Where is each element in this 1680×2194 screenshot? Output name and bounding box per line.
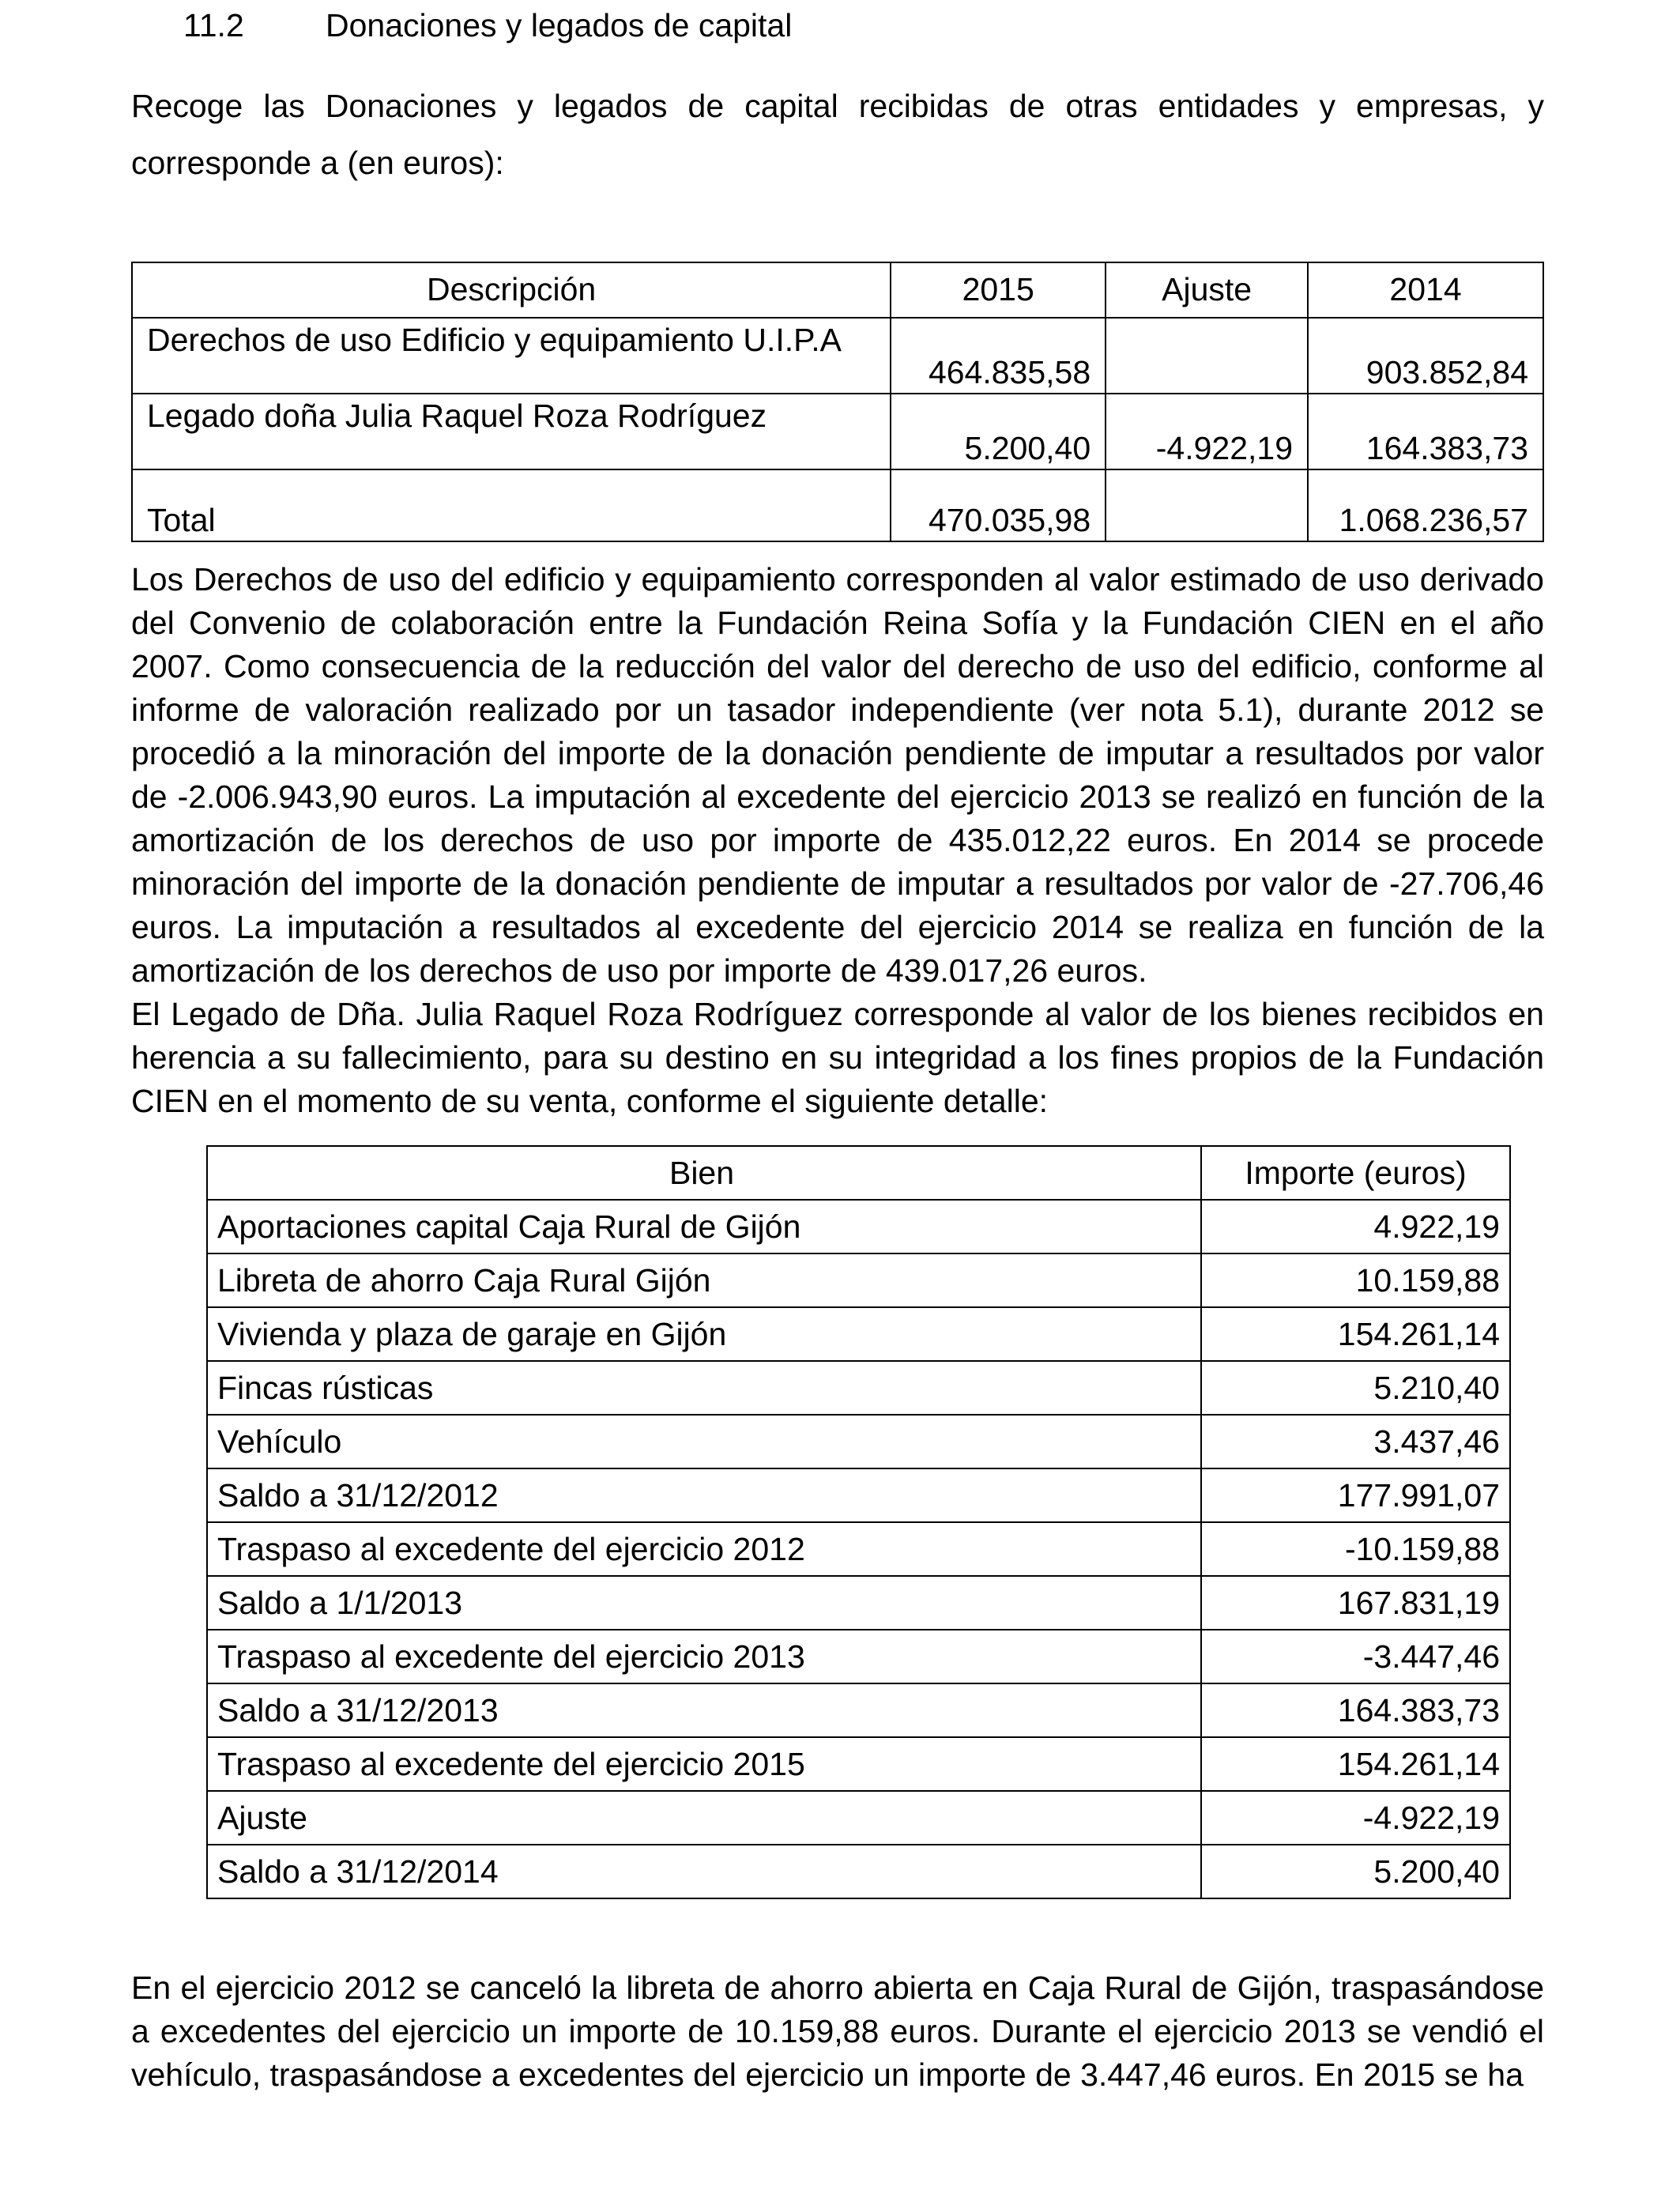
row-value-2015: 5.200,40 (891, 394, 1106, 469)
body-paragraph-legado: El Legado de Dña. Julia Raquel Roza Rodríguez corresponde al valor de los bienes recibidos en herencia a su fallecimiento, para su destino en su integridad a los fines propios de la Fundación CIEN en el momento de su venta, conforme el siguiente detalle: (131, 996, 1544, 1119)
donations-table (131, 262, 1544, 542)
table-row (207, 1791, 1510, 1845)
row-item: Vivienda y plaza de garaje en Gijón (207, 1307, 1201, 1361)
column-header-descripcion: Descripción (132, 262, 891, 318)
table-row (207, 1737, 1510, 1791)
row-amount: 4.922,19 (1201, 1200, 1510, 1253)
column-header-importe: Importe (euros) (1201, 1146, 1510, 1200)
row-amount: 154.261,14 (1201, 1307, 1510, 1361)
column-header-2015: 2015 (891, 262, 1106, 318)
row-value-2015: 464.835,58 (891, 318, 1106, 394)
section-number: 11.2 (183, 7, 244, 43)
row-description: Total (132, 469, 891, 541)
table-row (207, 1845, 1510, 1898)
table-row (132, 318, 1543, 394)
row-amount: -10.159,88 (1201, 1522, 1510, 1576)
row-amount: 10.159,88 (1201, 1253, 1510, 1307)
section-title: Donaciones y legados de capital (326, 7, 793, 43)
row-amount: -4.922,19 (1201, 1791, 1510, 1845)
row-item: Saldo a 1/1/2013 (207, 1576, 1201, 1630)
table-header-row (132, 262, 1543, 318)
row-description: Derechos de uso Edificio y equipamiento U.I.P.A (132, 318, 891, 394)
row-value-ajuste (1106, 469, 1308, 541)
row-value-ajuste: -4.922,19 (1106, 394, 1308, 469)
intro-paragraph: Recoge las Donaciones y legados de capital recibidas de otras entidades y empresas, y corresponde a (en euros): (131, 88, 1544, 181)
row-amount: 154.261,14 (1201, 1737, 1510, 1791)
column-header-2014: 2014 (1308, 262, 1543, 318)
row-value-ajuste (1106, 318, 1308, 394)
table-row (207, 1576, 1510, 1630)
row-amount: 5.200,40 (1201, 1845, 1510, 1898)
legacy-detail-table (206, 1145, 1511, 1899)
body-paragraph-closing: En el ejercicio 2012 se canceló la libreta de ahorro abierta en Caja Rural de Gijón, traspasándose a excedentes del ejercicio un importe de 10.159,88 euros. Durante el ejercicio 2013 se vendió el vehículo, traspasándose a excedentes del ejercicio un importe de 3.447,46 euros. En 2015 se ha (131, 1970, 1544, 2093)
row-amount: 177.991,07 (1201, 1468, 1510, 1522)
row-item: Libreta de ahorro Caja Rural Gijón (207, 1253, 1201, 1307)
table-row (132, 394, 1543, 469)
table-total-row (132, 469, 1543, 541)
section-heading (183, 6, 792, 44)
row-item: Aportaciones capital Caja Rural de Gijón (207, 1200, 1201, 1253)
row-item: Saldo a 31/12/2014 (207, 1845, 1201, 1898)
table-header-row (207, 1146, 1510, 1200)
table-row (207, 1361, 1510, 1415)
row-item: Fincas rústicas (207, 1361, 1201, 1415)
row-amount: 5.210,40 (1201, 1361, 1510, 1415)
table-row (207, 1307, 1510, 1361)
row-amount: -3.447,46 (1201, 1630, 1510, 1683)
row-item: Traspaso al excedente del ejercicio 2015 (207, 1737, 1201, 1791)
body-paragraph-derechos: Los Derechos de uso del edificio y equipamiento corresponden al valor estimado de uso derivado del Convenio de colaboración entre la Fundación Reina Sofía y la Fundación CIEN en el año 2007. Como consecuencia de la reducción del valor del derecho de uso del edificio, conforme al informe de valoración realizado por un tasador independiente (ver nota 5.1), durante 2012 se procedió a la minoración del importe de la donación pendiente de imputar a resultados por valor de -2.006.943,90 euros. La imputación al excedente del ejercicio 2013 se realizó en función de la amortización de los derechos de uso por importe de 435.012,22 euros. En 2014 se procede minoración del importe de la donación pendiente de imputar a resultados por valor de -27.706,46 euros. La imputación a resultados al excedente del ejercicio 2014 se realiza en función de la amortización de los derechos de uso por importe de 439.017,26 euros. (131, 561, 1544, 989)
row-value-2014: 164.383,73 (1308, 394, 1543, 469)
row-item: Traspaso al excedente del ejercicio 2013 (207, 1630, 1201, 1683)
row-item: Ajuste (207, 1791, 1201, 1845)
table-row (207, 1468, 1510, 1522)
row-value-2015: 470.035,98 (891, 469, 1106, 541)
row-item: Traspaso al excedente del ejercicio 2012 (207, 1522, 1201, 1576)
table-row (207, 1522, 1510, 1576)
column-header-ajuste: Ajuste (1106, 262, 1308, 318)
row-amount: 164.383,73 (1201, 1683, 1510, 1737)
row-description: Legado doña Julia Raquel Roza Rodríguez (132, 394, 891, 469)
table-row (207, 1630, 1510, 1683)
table-row (207, 1253, 1510, 1307)
table-row (207, 1200, 1510, 1253)
row-value-2014: 1.068.236,57 (1308, 469, 1543, 541)
table-row (207, 1415, 1510, 1468)
row-item: Saldo a 31/12/2012 (207, 1468, 1201, 1522)
table-row (207, 1683, 1510, 1737)
row-amount: 167.831,19 (1201, 1576, 1510, 1630)
row-item: Vehículo (207, 1415, 1201, 1468)
column-header-bien: Bien (207, 1146, 1201, 1200)
row-value-2014: 903.852,84 (1308, 318, 1543, 394)
row-amount: 3.437,46 (1201, 1415, 1510, 1468)
row-item: Saldo a 31/12/2013 (207, 1683, 1201, 1737)
